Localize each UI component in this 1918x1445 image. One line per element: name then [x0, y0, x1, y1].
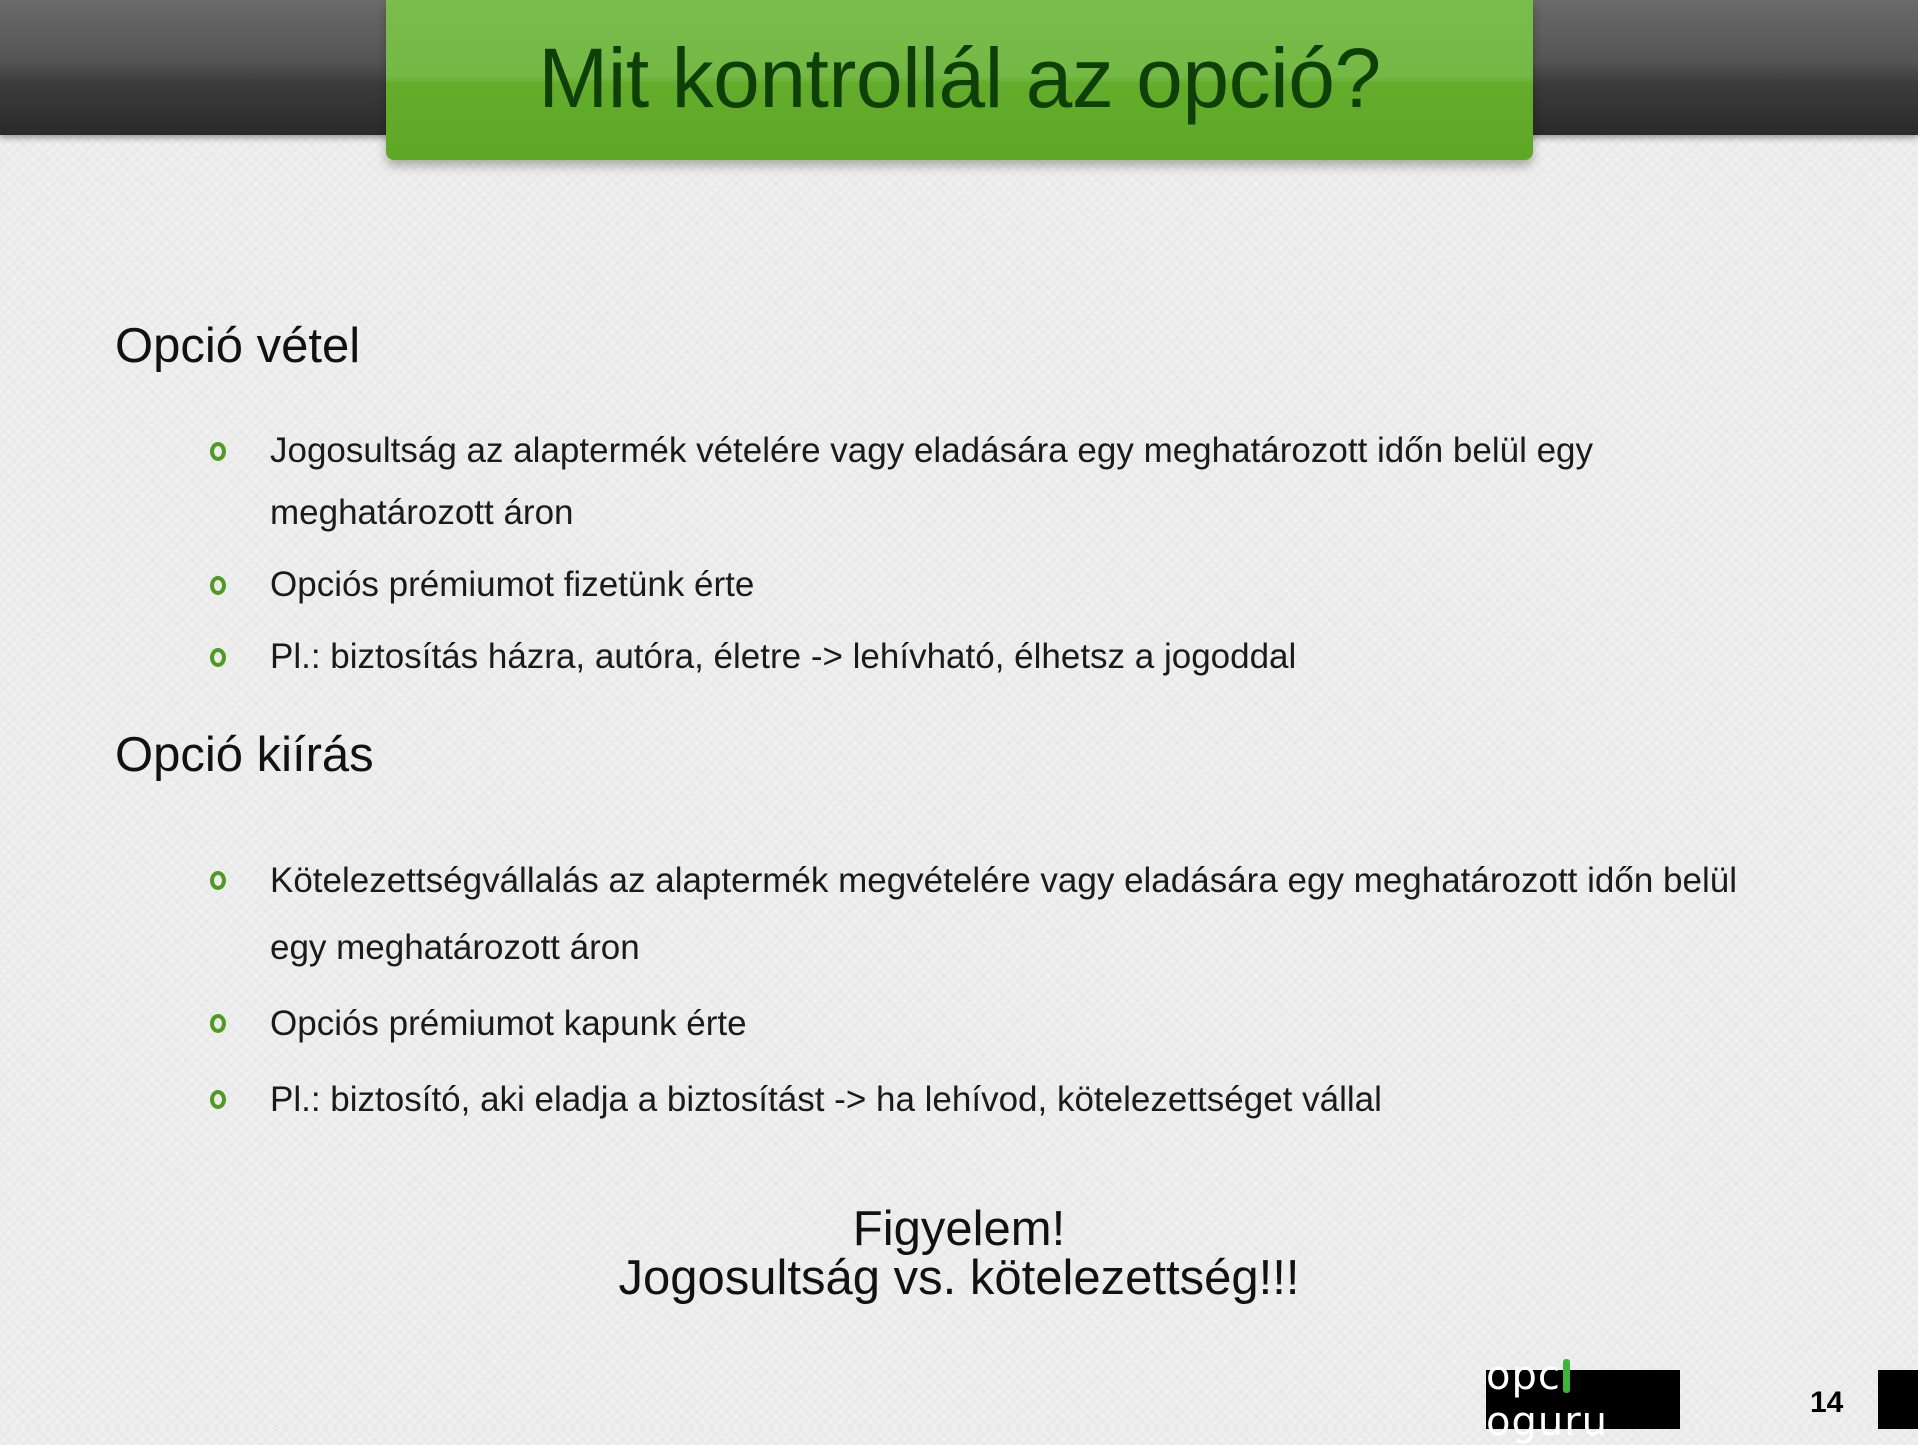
bullet-text: Pl.: biztosítás házra, autóra, életre -> lehívható, élhetsz a jogoddal — [270, 637, 1297, 676]
title-bar — [386, 0, 1533, 160]
bullet-text: Opciós prémiumot kapunk érte — [270, 1004, 747, 1043]
logo-text-before: opc — [1486, 1352, 1561, 1399]
bullet-list-opcio-kiiras — [208, 847, 1768, 1133]
circle-bullet-icon — [210, 1014, 226, 1033]
logo-text — [1486, 1353, 1680, 1445]
list-item — [208, 990, 1768, 1057]
list-item — [208, 554, 1768, 616]
logo-text-after: oguru — [1486, 1398, 1609, 1445]
bullet-list-opcio-vetel — [208, 420, 1768, 688]
circle-bullet-icon — [210, 648, 226, 667]
warning-note — [0, 1202, 1918, 1305]
bullet-text: Jogosultság az alaptermék vételére vagy eladására egy meghatározott időn belül egy meghatározott áron — [270, 431, 1594, 532]
slide-title: Mit kontrollál az opció? — [538, 30, 1381, 125]
warning-line-2: Jogosultság vs. kötelezettség!!! — [618, 1251, 1300, 1305]
bullet-text: Pl.: biztosító, aki eladja a biztosítást -> ha lehívod, kötelezettséget vállal — [270, 1080, 1382, 1119]
opcioguru-logo — [1486, 1352, 1680, 1445]
section-heading-opcio-vetel: Opció vétel — [115, 319, 361, 373]
corner-block — [1878, 1370, 1918, 1429]
section-heading-opcio-kiiras: Opció kiírás — [115, 728, 374, 782]
list-item — [208, 847, 1768, 981]
circle-bullet-icon — [210, 1090, 226, 1109]
list-item — [208, 420, 1768, 544]
page-number: 14 — [1810, 1386, 1844, 1419]
bullet-text: Opciós prémiumot fizetünk érte — [270, 565, 755, 604]
bullet-text: Kötelezettségvállalás az alaptermék megvételére vagy eladására egy meghatározott időn belül egy meghatározott áron — [270, 861, 1737, 967]
circle-bullet-icon — [210, 442, 226, 461]
circle-bullet-icon — [210, 871, 226, 890]
list-item — [208, 626, 1768, 688]
circle-bullet-icon — [210, 576, 226, 595]
warning-line-1: Figyelem! — [852, 1202, 1066, 1256]
list-item — [208, 1066, 1768, 1133]
logo-accent-bar-icon — [1563, 1359, 1570, 1393]
